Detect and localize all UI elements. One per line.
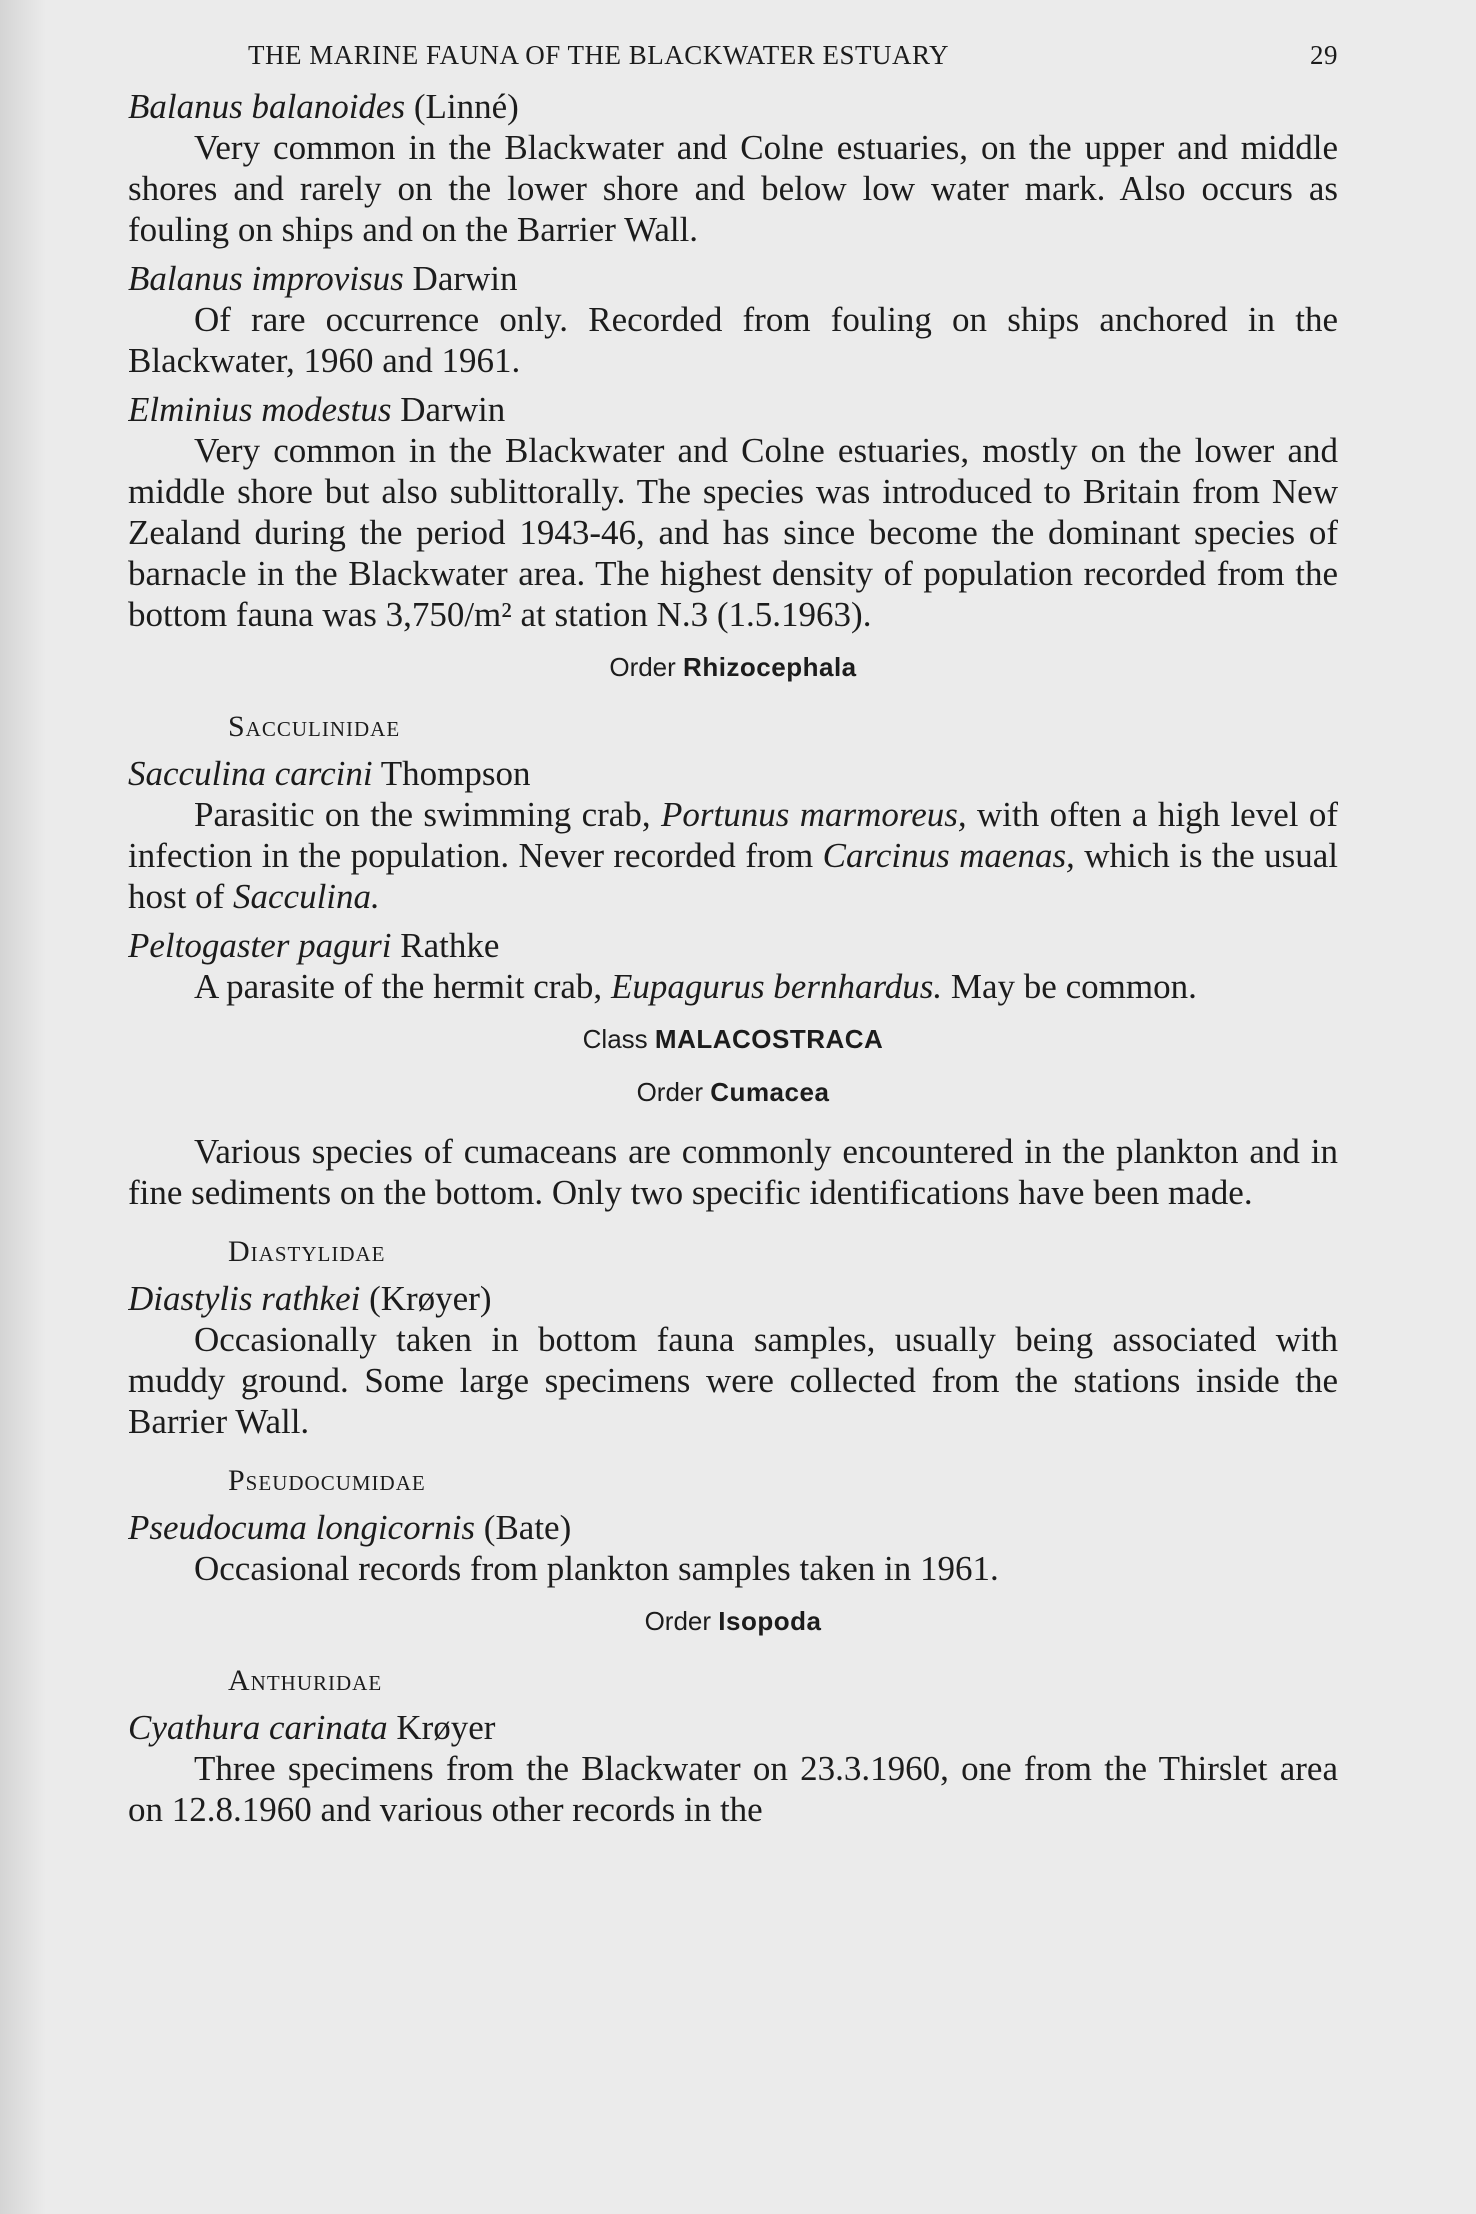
species-entry-balanus-improvisus [128, 258, 1338, 381]
species-binomial: Sacculina carcini [128, 754, 373, 793]
running-title: THE MARINE FAUNA OF THE BLACKWATER ESTUARY [248, 40, 950, 70]
species-author: Rathke [400, 926, 500, 965]
class-prefix: Class [582, 1024, 648, 1054]
species-author: Thompson [380, 754, 531, 793]
order-prefix: Order [644, 1606, 712, 1636]
species-author: Krøyer [396, 1708, 496, 1747]
species-entry-diastylis-rathkei [128, 1278, 1338, 1442]
species-description: Of rare occurrence only. Recorded from fouling on ships anchored in the Blackwater, 1960 and 1961. [128, 300, 1338, 380]
species-entry-peltogaster-paguri [128, 925, 1338, 1007]
species-name [128, 86, 1338, 127]
species-description [128, 966, 1338, 1007]
desc-text: with often a high level of infection in the population. Never recorded from [128, 795, 1338, 875]
order-heading-rhizocephala [128, 647, 1338, 688]
species-name [128, 1707, 1338, 1748]
species-entry-sacculina-carcini [128, 753, 1338, 917]
desc-text: May be common. [942, 967, 1197, 1006]
species-description: Occasionally taken in bottom fauna samples, usually being associated with muddy ground. Some large specimens were collected from the stations inside the Barrier Wall. [128, 1320, 1338, 1441]
family-heading-diastylidae: Diastylidae [228, 1235, 386, 1268]
species-author: Darwin [412, 259, 518, 298]
order-prefix: Order [609, 652, 676, 682]
species-binomial: Peltogaster paguri [128, 926, 392, 965]
document-page [128, 30, 1338, 2210]
family-heading-pseudocumidae: Pseudocumidae [228, 1464, 426, 1497]
species-binomial: Elminius modestus [128, 390, 392, 429]
desc-text: A parasite of the hermit crab, [194, 967, 611, 1006]
page-number: 29 [1310, 40, 1338, 70]
order-name: Cumacea [710, 1077, 830, 1107]
species-description: Very common in the Blackwater and Colne estuaries, mostly on the lower and middle shore but also sublittorally. The species was introduced to Britain from New Zealand during the period 1943-46, and has since become the dominant species of barnacle in the Blackwater area. The highest density of population recorded from the bottom fauna was 3,750/m² at station N.3 (1.5.1963). [128, 431, 1338, 634]
species-description: Occasional records from plankton samples taken in 1961. [194, 1549, 999, 1588]
intro-paragraph: Various species of cumaceans are commonly encountered in the plankton and in fine sediments on the bottom. Only two specific identifications have been made. [128, 1132, 1338, 1212]
family-heading-sacculinidae: Sacculinidae [228, 710, 401, 743]
order-name: Rhizocephala [683, 652, 857, 682]
order-prefix: Order [636, 1077, 704, 1107]
species-entry-pseudocuma-longicornis [128, 1507, 1338, 1589]
desc-text: which is the usual host of [128, 836, 1338, 916]
page-gutter-shadow [0, 0, 46, 2214]
class-name: MALACOSTRACA [654, 1024, 884, 1054]
cumacea-intro [128, 1131, 1338, 1213]
species-entry-elminius-modestus [128, 389, 1338, 635]
species-binomial: Cyathura carinata [128, 1708, 388, 1747]
class-heading-malacostraca [128, 1019, 1338, 1060]
desc-italic: Portunus marmoreus, [660, 795, 967, 834]
species-binomial: Diastylis rathkei [128, 1279, 361, 1318]
species-description: Three specimens from the Blackwater on 23.3.1960, one from the Thirslet area on 12.8.1960 and various other records in the [128, 1749, 1338, 1829]
species-author: (Linné) [413, 87, 519, 126]
desc-italic: Eupagurus bernhardus. [610, 967, 943, 1006]
order-heading-isopoda [128, 1601, 1338, 1642]
species-name [128, 925, 1338, 966]
species-binomial: Balanus improvisus [128, 259, 404, 298]
species-entry-cyathura-carinata [128, 1707, 1338, 1830]
species-entry-balanus-balanoides [128, 86, 1338, 250]
species-name [128, 753, 1338, 794]
species-binomial: Balanus balanoides [128, 87, 406, 126]
order-heading-cumacea [128, 1072, 1338, 1113]
species-binomial: Pseudocuma longicornis [128, 1508, 476, 1547]
species-name [128, 1507, 1338, 1548]
species-author: Darwin [400, 390, 506, 429]
order-name: Isopoda [718, 1606, 822, 1636]
desc-italic: Sacculina. [233, 877, 380, 916]
species-author: (Krøyer) [369, 1279, 492, 1318]
desc-text: Parasitic on the swimming crab, [194, 795, 661, 834]
species-name [128, 389, 1338, 430]
desc-italic: Carcinus maenas, [822, 836, 1075, 875]
species-description: Very common in the Blackwater and Colne estuaries, on the upper and middle shores and rarely on the lower shore and below low water mark. Also occurs as fouling on ships and on the Barrier Wall. [128, 128, 1338, 249]
species-description [128, 794, 1338, 917]
species-author: (Bate) [483, 1508, 572, 1547]
running-head [128, 30, 1338, 86]
page-body [128, 86, 1338, 1830]
species-name [128, 258, 1338, 299]
species-name [128, 1278, 1338, 1319]
family-heading-anthuridae: Anthuridae [228, 1664, 383, 1697]
